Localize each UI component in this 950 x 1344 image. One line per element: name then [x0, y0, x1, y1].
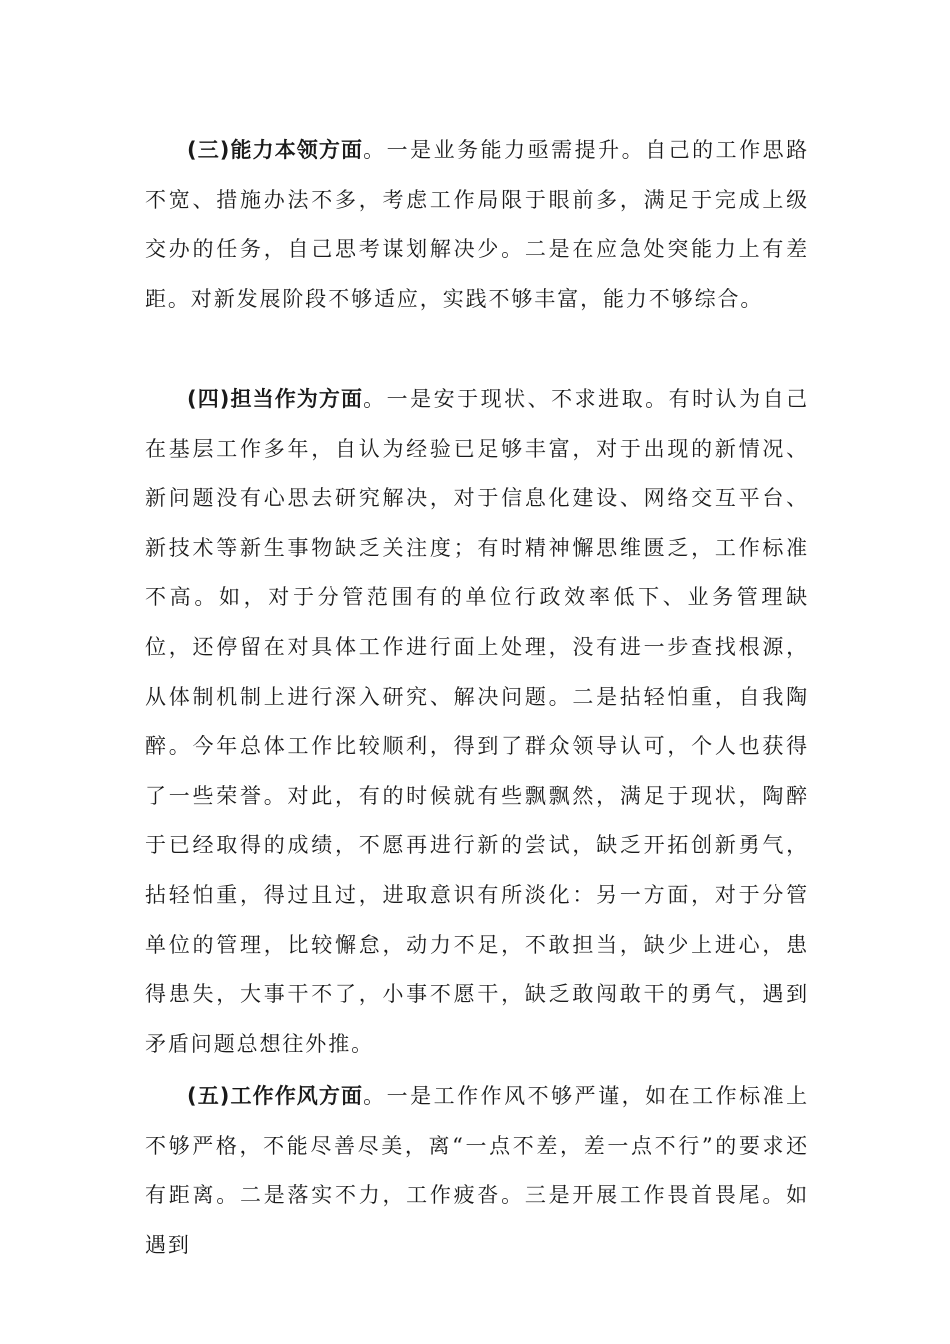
section-body: 。一是安于现状、不求进取。有时认为自己在基层工作多年，自认为经验已足够丰富，对于出现的新情况、新问题没有心思去研究解决，对于信息化建设、网络交互平台、新技术等新生事物缺乏关注度；有时精神懈思维匮乏，工作标准不高。如，对于分管范围有的单位行政效率低下、业务管理缺位，还停留在对具体工作进行面上处理，没有进一步查找根源，从体制机制上进行深入研究、解决问题。二是拈轻怕重，自我陶醉。今年总体工作比较顺利，得到了群众领导认可，个人也获得了一些荣誉。对此，有的时候就有些飘飘然，满足于现状，陶醉于已经取得的成绩，不愿再进行新的尝试，缺乏开拓创新勇气，拈轻怕重，得过且过，进取意识有所淡化：另一方面，对于分管单位的管理，比较懈怠，动力不足，不敢担当，缺少上进心，患得患失，大事干不了，小事不愿干，缺乏敢闯敢干的勇气，遇到矛盾问题总想往外推。 — [145, 387, 809, 1056]
section-responsibility — [145, 375, 809, 1069]
section-heading: (三)能力本领方面 — [187, 138, 364, 162]
section-body: 。一是业务能力亟需提升。自己的工作思路不宽、措施办法不多，考虑工作局限于眼前多，满足于完成上级交办的任务，自己思考谋划解决少。二是在应急处突能力上有差距。对新发展阶段不够适应，实践不够丰富，能力不够综合。 — [145, 138, 809, 311]
section-ability — [145, 126, 809, 324]
section-work-style — [145, 1072, 809, 1270]
section-heading: (五)工作作风方面 — [187, 1084, 364, 1108]
section-heading: (四)担当作为方面 — [187, 387, 364, 411]
section-body: 。一是工作作风不够严谨，如在工作标准上不够严格，不能尽善尽美，离“一点不差，差一点不行”的要求还有距离。二是落实不力，工作疲沓。三是开展工作畏首畏尾。如遇到 — [145, 1084, 809, 1257]
